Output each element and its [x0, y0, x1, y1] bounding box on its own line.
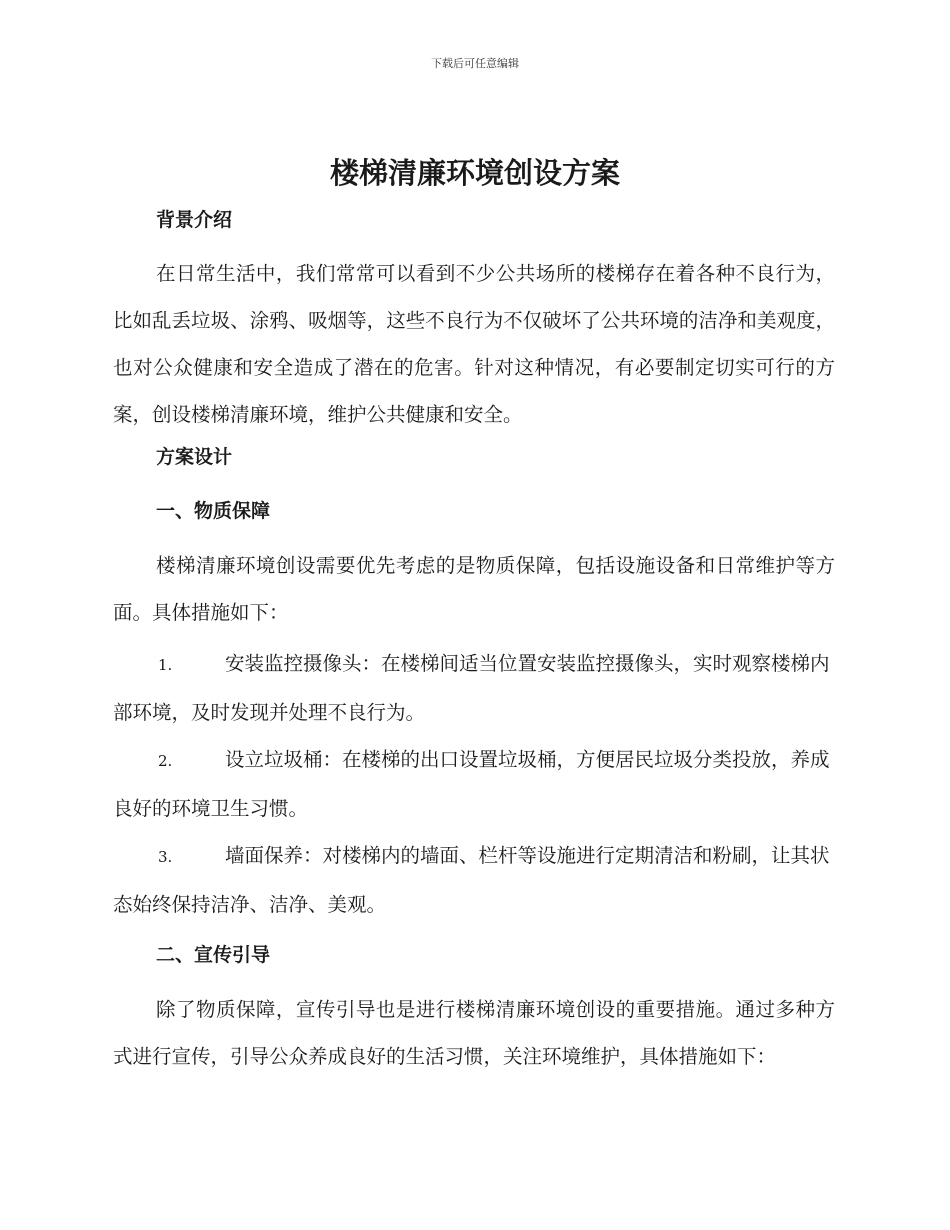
list-text: 设立垃圾桶：在楼梯的出口设置垃圾桶，方便居民垃圾分类投放，养成良好的环境卫生习惯。: [113, 748, 830, 820]
list-item: [113, 640, 835, 736]
background-paragraph: 在日常生活中，我们常常可以看到不少公共场所的楼梯存在着各种不良行为，比如乱丢垃圾、涂鸦、吸烟等，这些不良行为不仅破坏了公共环境的洁净和美观度，也对公众健康和安全造成了潜在的危害。针对这种情况，有必要制定切实可行的方案，创设楼梯清廉环境，维护公共健康和安全。: [113, 262, 835, 426]
section-heading-material: 一、物质保障: [156, 500, 271, 522]
list-text: 安装监控摄像头：在楼梯间适当位置安装监控摄像头，实时观察楼梯内部环境，及时发现并处理不良行为。: [113, 652, 830, 724]
section-heading-background: 背景介绍: [156, 209, 233, 231]
list-number: 1.: [158, 656, 173, 674]
list-number: 3.: [158, 848, 173, 866]
list-item: [113, 736, 835, 832]
list-item: [113, 832, 835, 928]
promo-paragraph: 除了物质保障，宣传引导也是进行楼梯清廉环境创设的重要措施。通过多种方式进行宣传，引导公众养成良好的生活习惯，关注环境维护，具体措施如下：: [113, 998, 835, 1068]
page-header-note: 下载后可任意编辑: [431, 57, 519, 70]
list-number: 2.: [158, 752, 173, 770]
section-heading-design: 方案设计: [156, 446, 233, 468]
document-title: 楼梯清廉环境创设方案: [329, 156, 620, 190]
list-text: 墙面保养：对楼梯内的墙面、栏杆等设施进行定期清洁和粉刷，让其状态始终保持洁净、洁净、美观。: [113, 844, 830, 916]
material-paragraph: 楼梯清廉环境创设需要优先考虑的是物质保障，包括设施设备和日常维护等方面。具体措施如下：: [113, 554, 835, 624]
section-heading-promo: 二、宣传引导: [156, 944, 271, 966]
